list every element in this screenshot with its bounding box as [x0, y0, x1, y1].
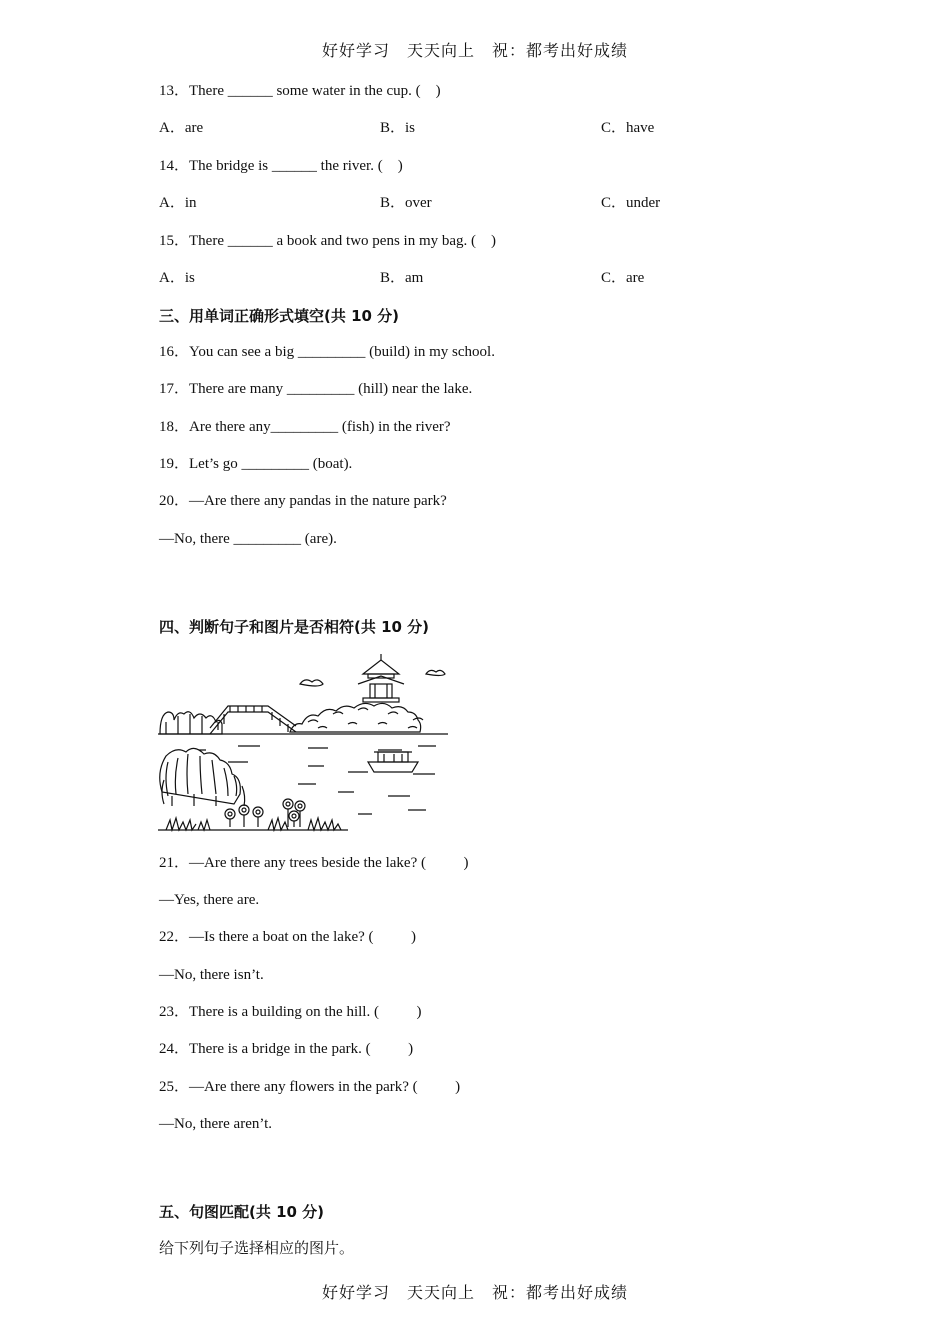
question-13: 13．There ______ some water in the cup. ( ) — [159, 83, 441, 99]
question-14: 14．The bridge is ______ the river. ( ) — [159, 158, 403, 174]
q15-option-b: B．am — [380, 270, 424, 286]
question-19: 19．Let’s go _________ (boat). — [159, 456, 353, 472]
question-20: 20．—Are there any pandas in the nature park? — [159, 493, 447, 509]
question-17: 17．There are many _________ (hill) near the lake. — [159, 381, 473, 397]
question-22-answer: —No, there isn’t. — [159, 967, 264, 983]
question-21-answer: —Yes, there are. — [159, 892, 260, 908]
question-24: 24．There is a bridge in the park. ( ) — [159, 1041, 414, 1057]
question-16: 16．You can see a big _________ (build) in my school. — [159, 344, 495, 360]
q14-option-c: C．under — [601, 195, 661, 211]
q15-option-c: C．are — [601, 270, 645, 286]
question-25-answer: —No, there aren’t. — [159, 1116, 273, 1132]
question-18: 18．Are there any_________ (fish) in the river? — [159, 419, 451, 435]
q14-option-a: A．in — [159, 195, 197, 211]
park-lake-illustration — [158, 654, 448, 832]
section-3-title: 三、用单词正确形式填空(共 10 分) — [159, 307, 400, 325]
question-21: 21．—Are there any trees beside the lake? ( ) — [159, 855, 469, 871]
question-22: 22．—Is there a boat on the lake? ( ) — [159, 929, 416, 945]
q15-option-a: A．is — [159, 270, 195, 286]
page-footer: 好好学习 天天向上 祝：都考出好成绩 — [321, 1283, 628, 1302]
question-23: 23．There is a building on the hill. ( ) — [159, 1004, 422, 1020]
section-5-title: 五、句图匹配(共 10 分) — [159, 1203, 325, 1221]
section-5-instruction: 给下列句子选择相应的图片。 — [159, 1239, 355, 1257]
question-25: 25．—Are there any flowers in the park? ( ) — [159, 1079, 461, 1095]
q13-option-a: A．are — [159, 120, 204, 136]
q14-option-b: B．over — [380, 195, 432, 211]
page-header: 好好学习 天天向上 祝：都考出好成绩 — [321, 41, 628, 60]
q13-option-c: C．have — [601, 120, 655, 136]
section-4-title: 四、判断句子和图片是否相符(共 10 分) — [159, 618, 430, 636]
question-20-answer: —No, there _________ (are). — [159, 531, 337, 547]
q13-option-b: B．is — [380, 120, 416, 136]
question-15: 15．There ______ a book and two pens in my bag. ( ) — [159, 233, 497, 249]
